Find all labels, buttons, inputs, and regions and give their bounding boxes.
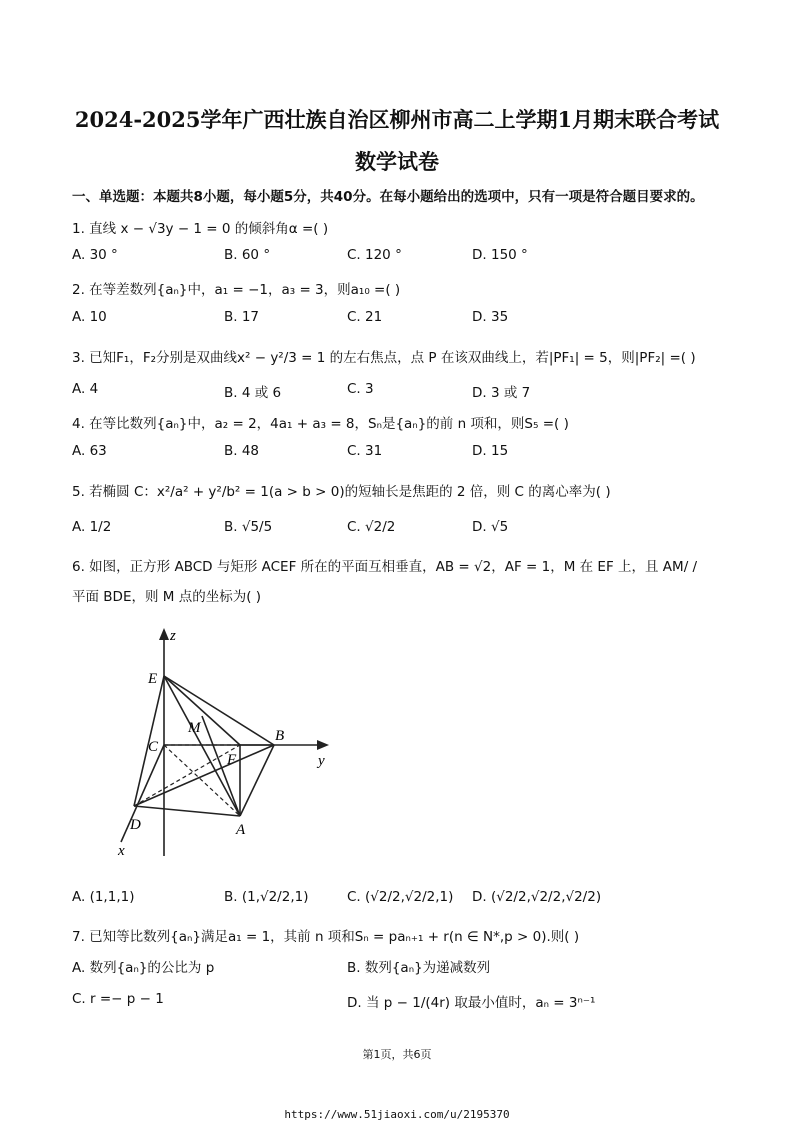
q7-option-c: C. r =− p − 1	[72, 991, 164, 1007]
q2-option-c: C. 21	[347, 309, 383, 325]
q7-option-d: D. 当 p − 1/(4r) 取最小值时，aₙ = 3ⁿ⁻¹	[347, 995, 596, 1011]
label-E: E	[148, 671, 158, 687]
label-D: D	[130, 817, 141, 833]
question-5-stem: 5. 若椭圆 C：x²/a² + y²/b² = 1(a > b > 0)的短轴长是焦距的 2 倍，则 C 的离心率为( )	[72, 484, 611, 500]
label-C: C	[148, 739, 159, 755]
question-1-stem: 1. 直线 x − √3y − 1 = 0 的倾斜角α =( )	[72, 221, 329, 237]
q7-option-b: B. 数列{aₙ}为递减数列	[347, 960, 491, 976]
page-footer: 第1页，共6页	[362, 1048, 432, 1061]
label-z: z	[170, 628, 176, 644]
edge-EF	[164, 676, 240, 745]
q3-option-d: D. 3 或 7	[472, 385, 531, 401]
q3-option-c: C. 3	[347, 381, 374, 397]
exam-subtitle: 数学试卷	[355, 149, 439, 174]
q6-option-d: D. (√2/2,√2/2,√2/2)	[472, 889, 602, 905]
label-x: x	[118, 843, 125, 859]
q3-option-a: A. 4	[72, 381, 99, 397]
question-6-stem-continued: 平面 BDE，则 M 点的坐标为( )	[72, 589, 262, 605]
q6-option-c: C. (√2/2,√2/2,1)	[347, 889, 454, 905]
label-B: B	[275, 728, 285, 744]
watermark-url[interactable]: https://www.51jiaoxi.com/u/2195370	[284, 1108, 510, 1121]
geometry-figure	[100, 620, 350, 860]
question-2-stem: 2. 在等差数列{aₙ}中，a₁ = −1，a₃ = 3，则a₁₀ =( )	[72, 282, 401, 298]
exam-title: 2024-2025学年广西壮族自治区柳州市高二上学期1月期末联合考试	[74, 107, 720, 132]
edge-EB	[164, 676, 274, 745]
q4-option-a: A. 63	[72, 443, 107, 459]
question-3-stem: 3. 已知F₁，F₂分别是双曲线x² − y²/3 = 1 的左右焦点，点 P 在该双曲线上，若|PF₁| = 5，则|PF₂| =( )	[72, 350, 696, 366]
q6-option-a: A. (1,1,1)	[72, 889, 135, 905]
section-heading: 一、单选题：本题共8小题，每小题5分，共40分。在每小题给出的选项中，只有一项是符合题目要求的。	[72, 189, 704, 205]
q2-option-b: B. 17	[224, 309, 260, 325]
q2-option-d: D. 35	[472, 309, 509, 325]
q1-option-b: B. 60 °	[224, 247, 271, 263]
question-6-stem: 6. 如图，正方形 ABCD 与矩形 ACEF 所在的平面互相垂直，AB = √2，AF = 1，M 在 EF 上，且 AM/ /	[72, 559, 698, 575]
q4-option-c: C. 31	[347, 443, 383, 459]
y-axis-arrow	[317, 740, 329, 750]
label-F: F	[227, 752, 237, 768]
label-A: A	[236, 822, 246, 838]
label-y: y	[318, 753, 325, 769]
q5-option-c: C. √2/2	[347, 519, 396, 535]
q5-option-b: B. √5/5	[224, 519, 273, 535]
z-axis-arrow	[159, 628, 169, 640]
q3-option-b: B. 4 或 6	[224, 385, 282, 401]
q4-option-b: B. 48	[224, 443, 260, 459]
x-axis	[121, 745, 164, 842]
edge-DA	[134, 806, 240, 816]
q7-option-a: A. 数列{aₙ}的公比为 p	[72, 960, 215, 976]
q1-option-a: A. 30 °	[72, 247, 118, 263]
question-4-stem: 4. 在等比数列{aₙ}中，a₂ = 2，4a₁ + a₃ = 8，Sₙ是{aₙ}的前 n 项和，则S₅ =( )	[72, 416, 569, 432]
q1-option-d: D. 150 °	[472, 247, 528, 263]
q2-option-a: A. 10	[72, 309, 107, 325]
q5-option-d: D. √5	[472, 519, 509, 535]
edge-AB	[240, 745, 274, 816]
q4-option-d: D. 15	[472, 443, 509, 459]
edge-EA	[164, 676, 240, 816]
q1-option-c: C. 120 °	[347, 247, 402, 263]
q5-option-a: A. 1/2	[72, 519, 112, 535]
question-7-stem: 7. 已知等比数列{aₙ}满足a₁ = 1，其前 n 项和Sₙ = paₙ₊₁ + r(n ∈ N*,p > 0).则( )	[72, 929, 580, 945]
label-M: M	[188, 720, 201, 736]
q6-option-b: B. (1,√2/2,1)	[224, 889, 309, 905]
